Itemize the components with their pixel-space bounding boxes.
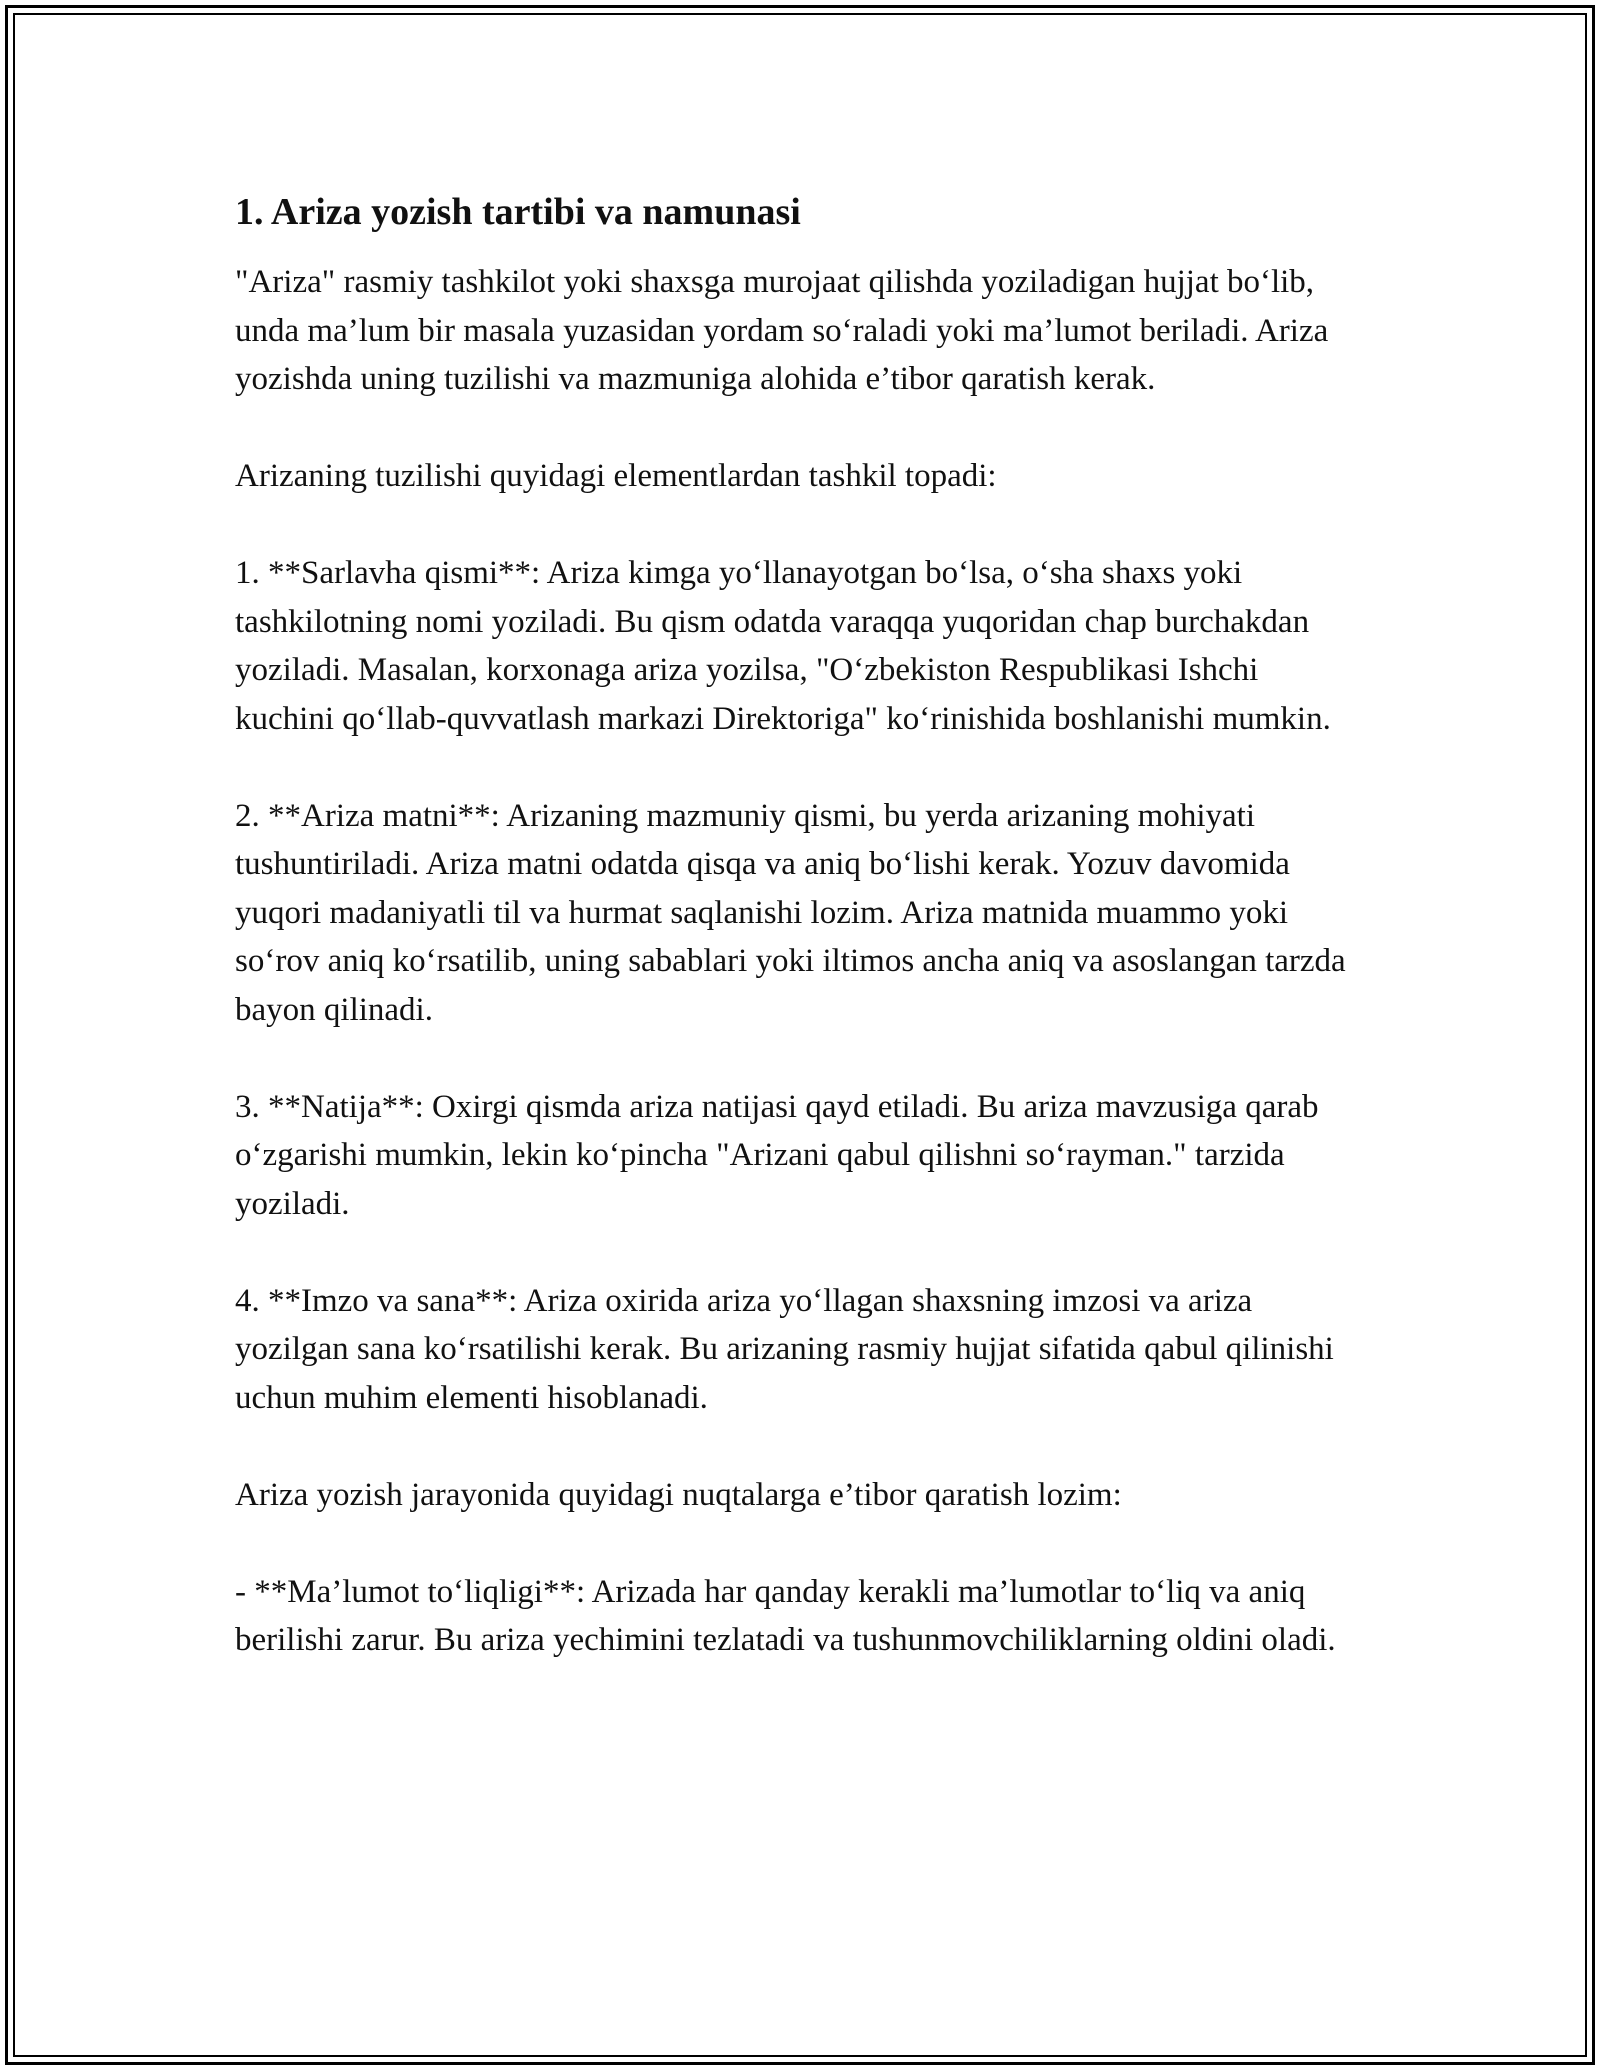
paragraph-item-result: 3. **Natija**: Oxirgi qismda ariza natijasi qayd etiladi. Bu ariza mavzusiga qarab o‘zgarishi mumkin, lekin ko‘pincha "Arizani qabul qilishni so‘rayman." tarzida yoziladi. (235, 1088, 1319, 1222)
document-body (235, 188, 1365, 1665)
paragraph-bullet-completeness: - **Ma’lumot to‘liqligi**: Arizada har qanday kerakli ma’lumotlar to‘liq va aniq berilishi zarur. Bu ariza yechimini tezlatadi va tushunmovchiliklarning oldini oladi. (235, 1573, 1336, 1658)
paragraph-structure-lead: Arizaning tuzilishi quyidagi elementlardan tashkil topadi: (235, 458, 997, 494)
paragraph-item-header: 1. **Sarlavha qismi**: Ariza kimga yo‘llanayotgan bo‘lsa, o‘sha shaxs yoki tashkilotning nomi yoziladi. Bu qism odatda varaqqa yuqoridan chap burchakdan yoziladi. Masalan, korxonaga ariza yozilsa, "O‘zbekiston Respublikasi Ishchi kuchini qo‘llab-quvvatlash markazi Direktoriga" ko‘rinishida boshlanishi mumkin. (235, 555, 1331, 737)
document-title: 1. Ariza yozish tartibi va namunasi (235, 191, 801, 233)
paragraph-item-body: 2. **Ariza matni**: Arizaning mazmuniy qismi, bu yerda arizaning mohiyati tushuntiriladi. Ariza matni odatda qisqa va aniq bo‘lishi kerak. Yozuv davomida yuqori madaniyatli til va hurmat saqlanishi lozim. Ariza matnida muammo yoki so‘rov aniq ko‘rsatilib, uning sabablari yoki iltimos ancha aniq va asoslangan tarzda bayon qilinadi. (235, 797, 1346, 1028)
paragraph-attention-lead: Ariza yozish jarayonida quyidagi nuqtalarga e’tibor qaratish lozim: (235, 1476, 1122, 1513)
paragraph-item-signature: 4. **Imzo va sana**: Ariza oxirida ariza yo‘llagan shaxsning imzosi va ariza yozilgan sana ko‘rsatilishi kerak. Bu arizaning rasmiy hujjat sifatida qabul qilinishi uchun muhim elementi hisoblanadi. (235, 1282, 1334, 1416)
paragraph-intro: "Ariza" rasmiy tashkilot yoki shaxsga murojaat qilishda yoziladigan hujjat bo‘lib, unda ma’lum bir masala yuzasidan yordam so‘raladi yoki ma’lumot beriladi. Ariza yozishda uning tuzilishi va mazmuniga alohida e’tibor qaratish kerak. (235, 264, 1329, 397)
